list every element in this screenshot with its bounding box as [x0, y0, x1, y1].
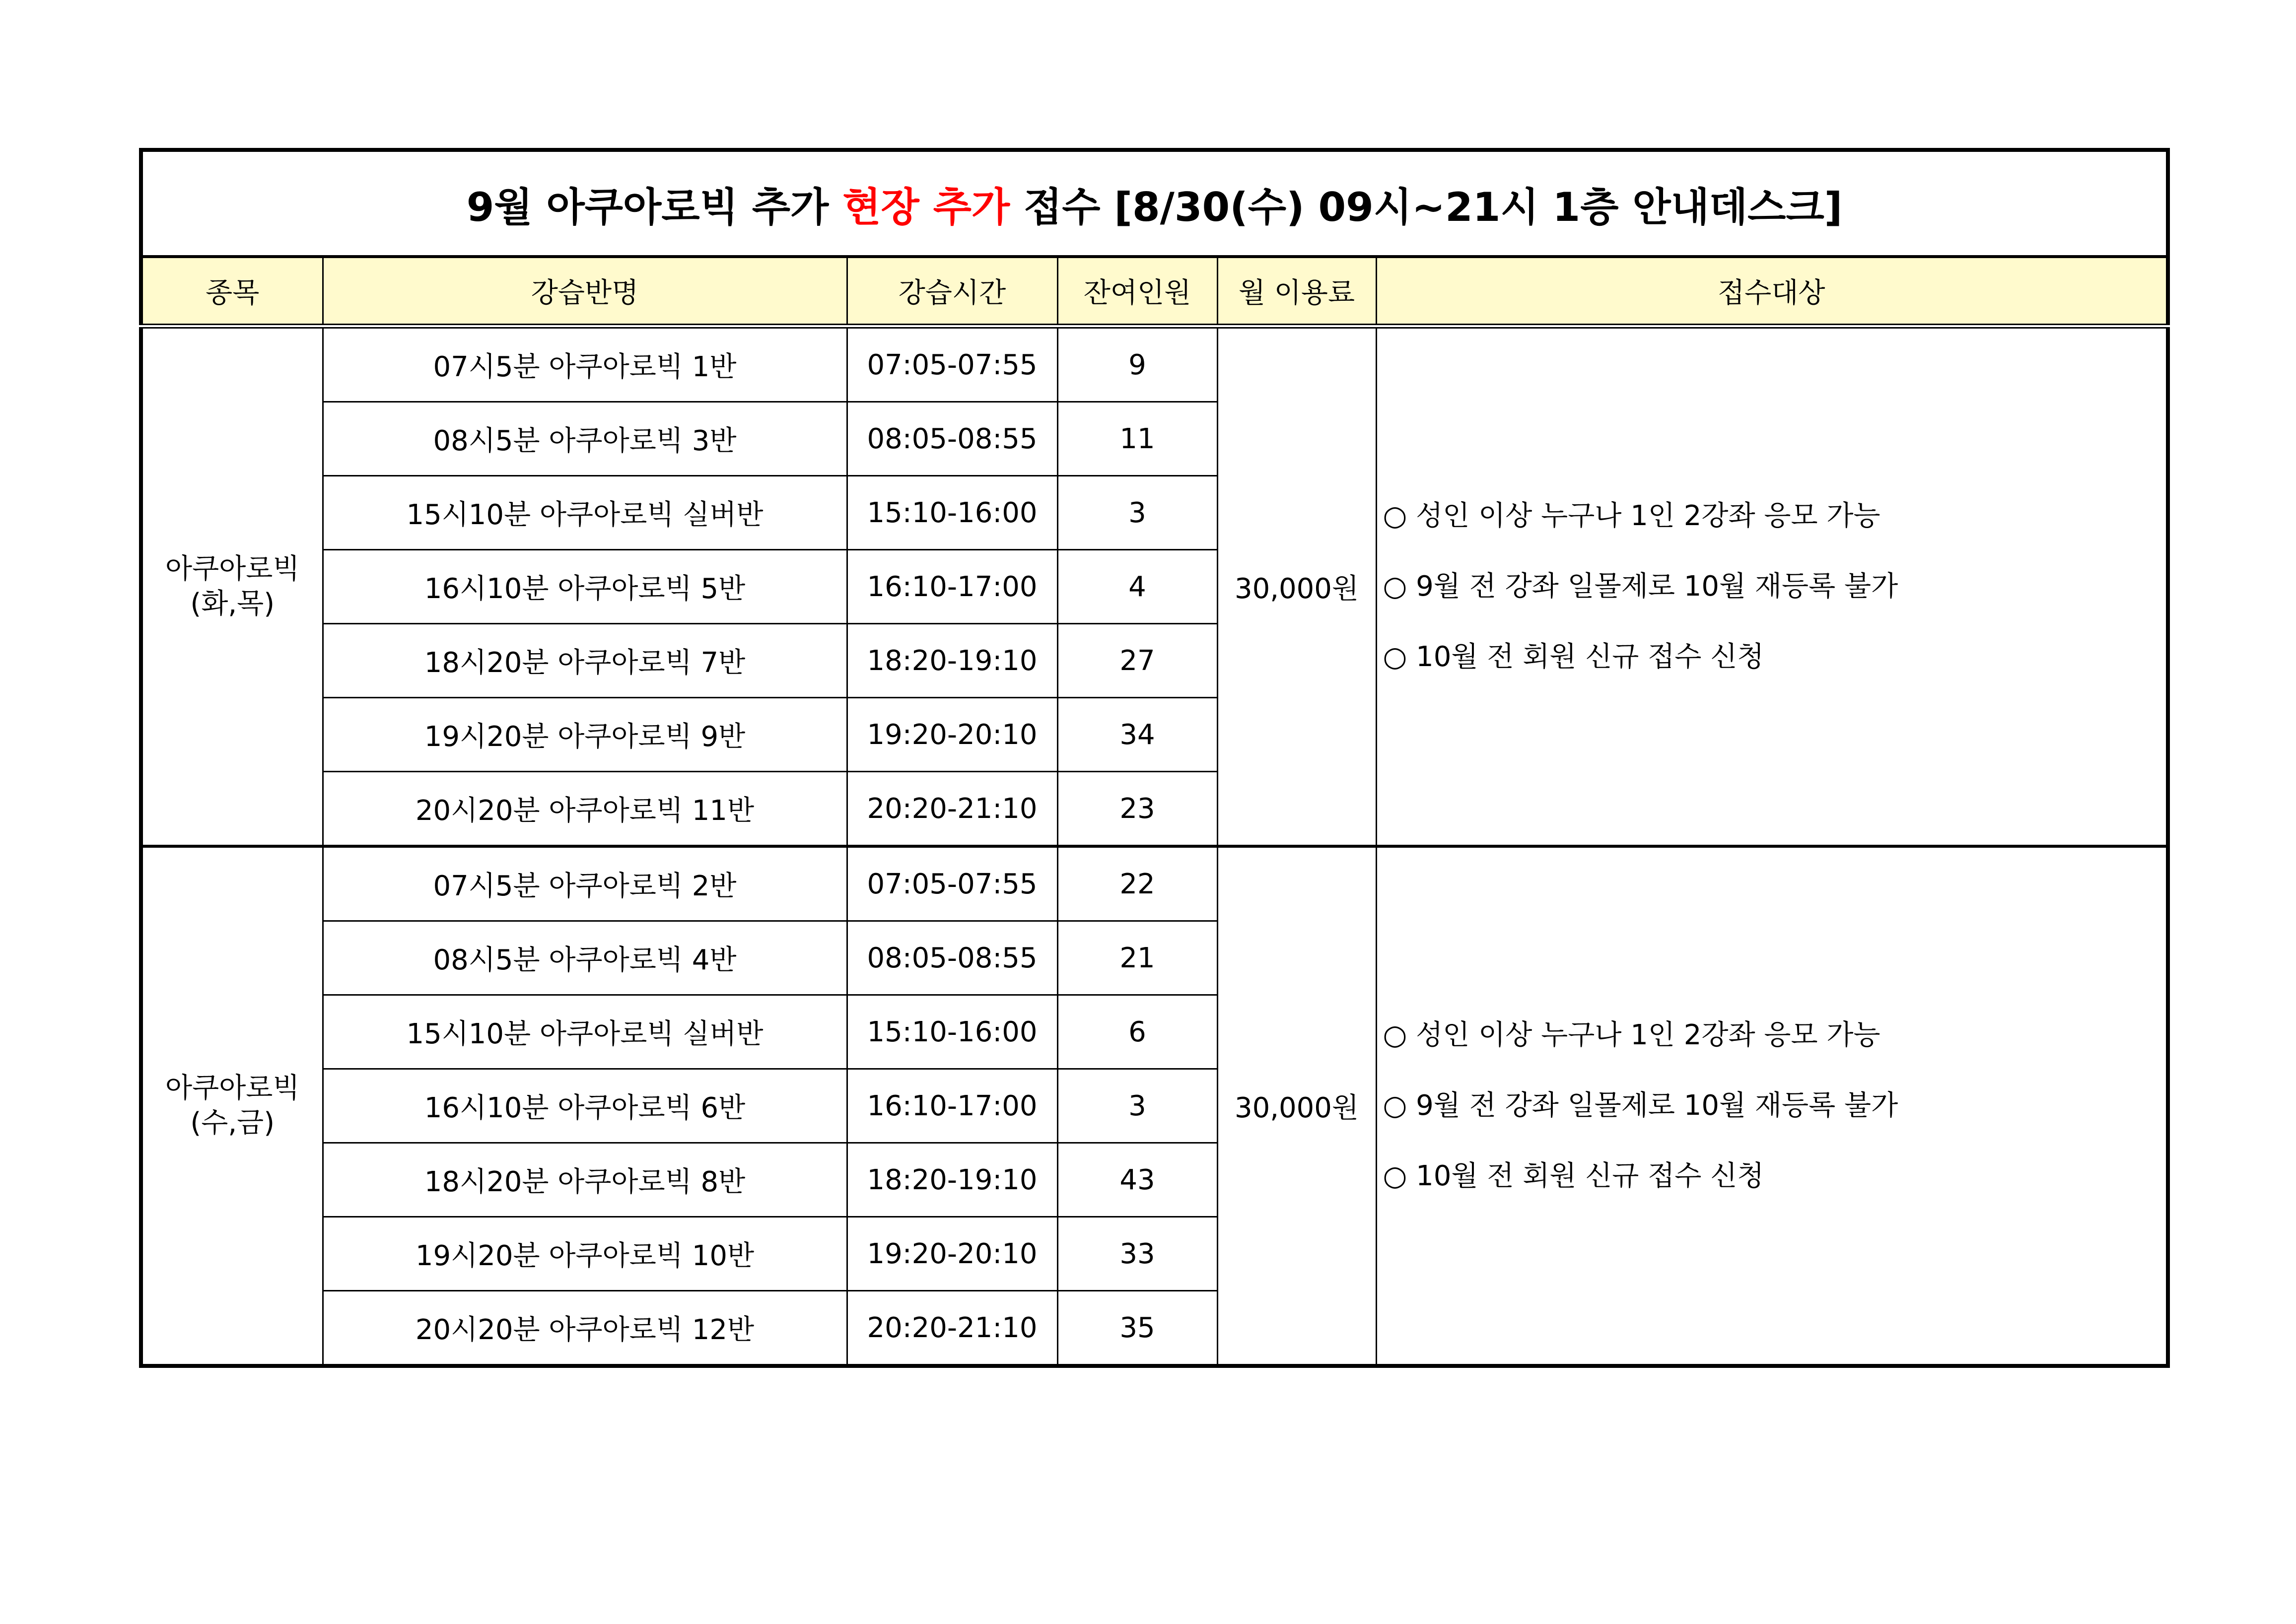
category-name: 아쿠아로빅 — [165, 553, 300, 585]
remaining-cell: 11 — [1057, 402, 1217, 476]
table-row — [141, 846, 2168, 921]
target-item: ○ 성인 이상 누구나 1인 2강좌 응모 가능 — [1383, 1019, 1880, 1051]
class-time-cell: 18:20-19:10 — [847, 624, 1057, 698]
class-name-cell: 18시20분 아쿠아로빅 7반 — [323, 624, 847, 698]
class-time-cell: 07:05-07:55 — [847, 846, 1057, 921]
class-name-cell: 07시5분 아쿠아로빅 2반 — [323, 846, 847, 921]
category-name: 아쿠아로빅 — [165, 1072, 300, 1104]
class-time-cell: 07:05-07:55 — [847, 326, 1057, 402]
class-time-cell: 16:10-17:00 — [847, 1069, 1057, 1143]
target-item: ○ 10월 전 회원 신규 접수 신청 — [1383, 641, 1764, 673]
remaining-cell: 3 — [1057, 476, 1217, 550]
class-time-cell: 08:05-08:55 — [847, 921, 1057, 995]
class-name-cell: 18시20분 아쿠아로빅 8반 — [323, 1143, 847, 1217]
class-time-cell: 15:10-16:00 — [847, 476, 1057, 550]
remaining-cell: 35 — [1057, 1291, 1217, 1366]
remaining-cell: 23 — [1057, 772, 1217, 847]
title-highlight: 현장 추가 — [842, 184, 1010, 230]
target-item: ○ 9월 전 강좌 일몰제로 10월 재등록 불가 — [1383, 1089, 1898, 1122]
header-remaining: 잔여인원 — [1057, 257, 1217, 326]
fee-cell: 30,000원 — [1217, 846, 1376, 1366]
remaining-cell: 43 — [1057, 1143, 1217, 1217]
class-name-cell: 19시20분 아쿠아로빅 9반 — [323, 698, 847, 772]
remaining-cell: 9 — [1057, 326, 1217, 402]
class-name-cell: 15시10분 아쿠아로빅 실버반 — [323, 476, 847, 550]
class-time-cell: 19:20-20:10 — [847, 1217, 1057, 1291]
target-item: ○ 10월 전 회원 신규 접수 신청 — [1383, 1160, 1764, 1192]
class-time-cell: 20:20-21:10 — [847, 1291, 1057, 1366]
remaining-cell: 33 — [1057, 1217, 1217, 1291]
remaining-cell: 3 — [1057, 1069, 1217, 1143]
target-cell — [1376, 326, 2168, 846]
table-header-row — [141, 257, 2168, 326]
class-time-cell: 15:10-16:00 — [847, 995, 1057, 1069]
category-cell — [141, 326, 323, 846]
header-category: 종목 — [141, 257, 323, 326]
class-name-cell: 16시10분 아쿠아로빅 5반 — [323, 550, 847, 624]
header-class-name: 강습반명 — [323, 257, 847, 326]
class-name-cell: 16시10분 아쿠아로빅 6반 — [323, 1069, 847, 1143]
class-name-cell: 08시5분 아쿠아로빅 4반 — [323, 921, 847, 995]
category-days: (화,목) — [190, 588, 275, 620]
table-row — [141, 326, 2168, 402]
remaining-cell: 27 — [1057, 624, 1217, 698]
class-name-cell: 19시20분 아쿠아로빅 10반 — [323, 1217, 847, 1291]
page-title — [141, 150, 2168, 257]
remaining-cell: 6 — [1057, 995, 1217, 1069]
class-time-cell: 08:05-08:55 — [847, 402, 1057, 476]
class-name-cell: 15시10분 아쿠아로빅 실버반 — [323, 995, 847, 1069]
category-cell — [141, 846, 323, 1366]
title-part2: 접수 [8/30(수) 09시~21시 1층 안내데스크] — [1010, 184, 1843, 230]
remaining-cell: 21 — [1057, 921, 1217, 995]
target-cell — [1376, 846, 2168, 1366]
class-name-cell: 08시5분 아쿠아로빅 3반 — [323, 402, 847, 476]
class-time-cell: 19:20-20:10 — [847, 698, 1057, 772]
header-target: 접수대상 — [1376, 257, 2168, 326]
class-time-cell: 20:20-21:10 — [847, 772, 1057, 847]
target-item: ○ 9월 전 강좌 일몰제로 10월 재등록 불가 — [1383, 570, 1898, 603]
header-fee: 월 이용료 — [1217, 257, 1376, 326]
class-name-cell: 07시5분 아쿠아로빅 1반 — [323, 326, 847, 402]
target-item: ○ 성인 이상 누구나 1인 2강좌 응모 가능 — [1383, 500, 1880, 532]
remaining-cell: 4 — [1057, 550, 1217, 624]
class-time-cell: 18:20-19:10 — [847, 1143, 1057, 1217]
remaining-cell: 34 — [1057, 698, 1217, 772]
class-time-cell: 16:10-17:00 — [847, 550, 1057, 624]
header-time: 강습시간 — [847, 257, 1057, 326]
remaining-cell: 22 — [1057, 846, 1217, 921]
class-name-cell: 20시20분 아쿠아로빅 11반 — [323, 772, 847, 847]
title-part1: 9월 아쿠아로빅 추가 — [466, 184, 843, 230]
fee-cell: 30,000원 — [1217, 326, 1376, 846]
category-days: (수,금) — [190, 1107, 275, 1139]
schedule-table — [139, 148, 2170, 1368]
class-name-cell: 20시20분 아쿠아로빅 12반 — [323, 1291, 847, 1366]
